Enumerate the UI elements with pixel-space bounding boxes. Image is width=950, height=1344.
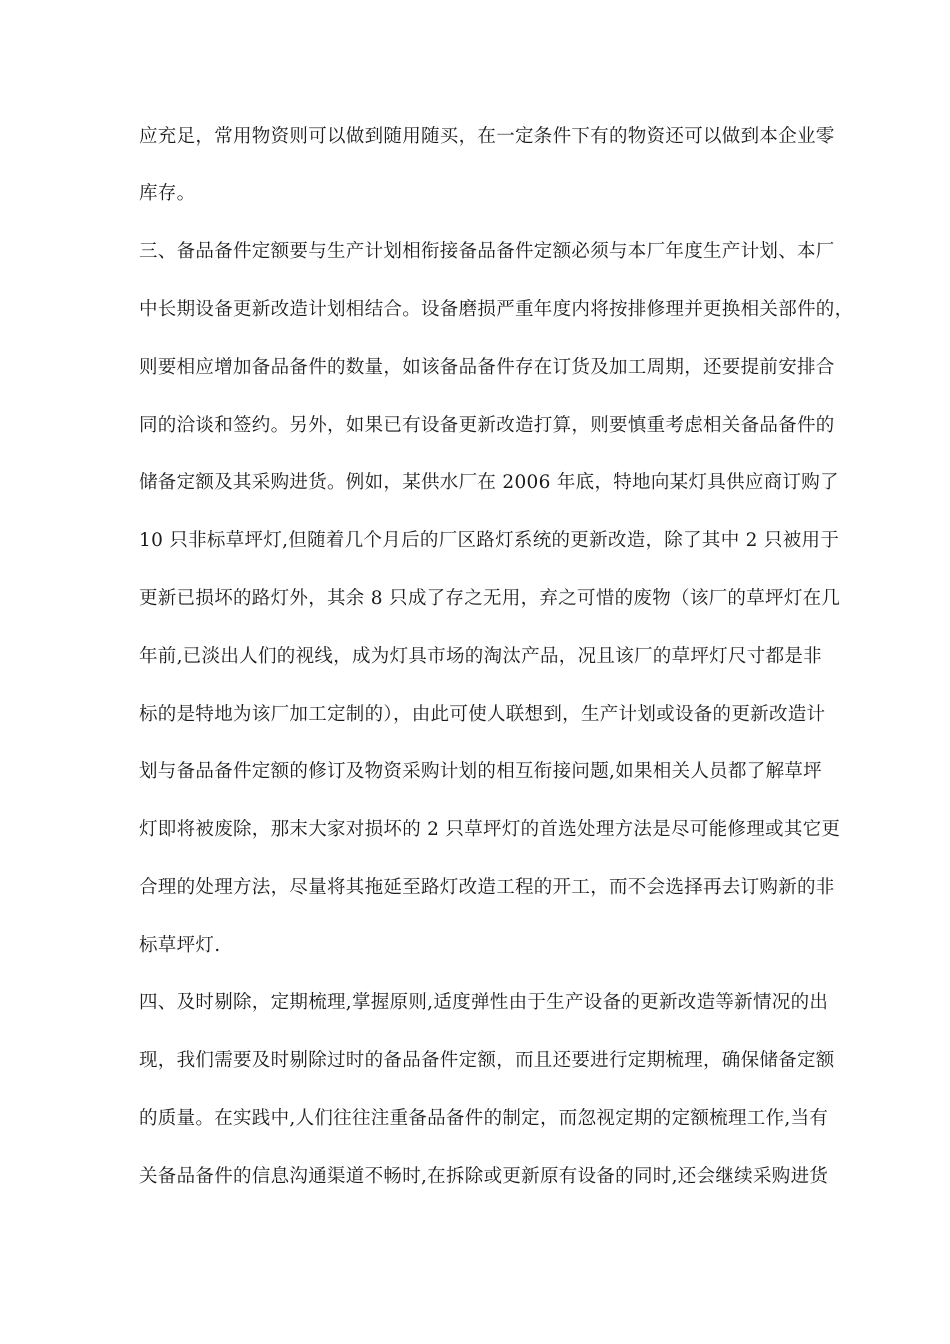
- text-line-2: 库存。: [139, 183, 196, 204]
- text-line-9: 更新已损坏的路灯外，其余 8 只成了存之无用，弃之可惜的废物（该厂的草坪灯在几: [139, 588, 841, 609]
- text-line-11: 标的是特地为该厂加工定制的），由此可使人联想到，生产计划或设备的更新改造计: [139, 704, 826, 725]
- text-line-17: 现，我们需要及时剔除过时的备品备件定额，而且还要进行定期梳理，确保储备定额: [139, 1050, 835, 1071]
- text-line-18: 的质量。在实践中,人们往往注重备品备件的制定，而忽视定期的定额梳理工作,当有: [139, 1108, 829, 1129]
- text-line-14: 合理的处理方法，尽量将其拖延至路灯改造工程的开工，而不会选择再去订购新的非: [139, 877, 835, 898]
- text-line-1: 应充足，常用物资则可以做到随用随买，在一定条件下有的物资还可以做到本企业零: [139, 126, 835, 147]
- text-line-8: 10 只非标草坪灯,但随着几个月后的厂区路灯系统的更新改造，除了其中 2 只被用于: [139, 530, 840, 551]
- text-line-3: 三、备品备件定额要与生产计划相衔接备品备件定额必须与本厂年度生产计划、本厂: [139, 241, 835, 262]
- text-line-12: 划与备品备件定额的修订及物资采购计划的相互衔接问题,如果相关人员都了解草坪: [139, 761, 822, 782]
- text-line-16: 四、及时剔除，定期梳理,掌握原则,适度弹性由于生产设备的更新改造等新情况的出: [139, 992, 829, 1013]
- text-line-10: 年前,已淡出人们的视线，成为灯具市场的淘汰产品，况且该厂的草坪灯尺寸都是非: [139, 646, 822, 667]
- text-line-7: 储备定额及其采购进货。例如，某供水厂在 2006 年底，特地向某灯具供应商订购了: [139, 472, 839, 493]
- text-line-6: 同的洽谈和签约。另外，如果已有设备更新改造打算，则要慎重考虑相关备品备件的: [139, 415, 835, 436]
- text-line-5: 则要相应增加备品备件的数量，如该备品备件存在订货及加工周期，还要提前安排合: [139, 357, 835, 378]
- text-line-15: 标草坪灯.: [139, 935, 221, 956]
- text-line-19: 关备品备件的信息沟通渠道不畅时,在拆除或更新原有设备的同时,还会继续采购进货: [139, 1166, 829, 1187]
- text-line-13: 灯即将被废除，那末大家对损坏的 2 只草坪灯的首选处理方法是尽可能修理或其它更: [139, 819, 841, 840]
- text-line-4: 中长期设备更新改造计划相结合。设备磨损严重年度内将按排修理并更换相关部件的，: [139, 299, 854, 320]
